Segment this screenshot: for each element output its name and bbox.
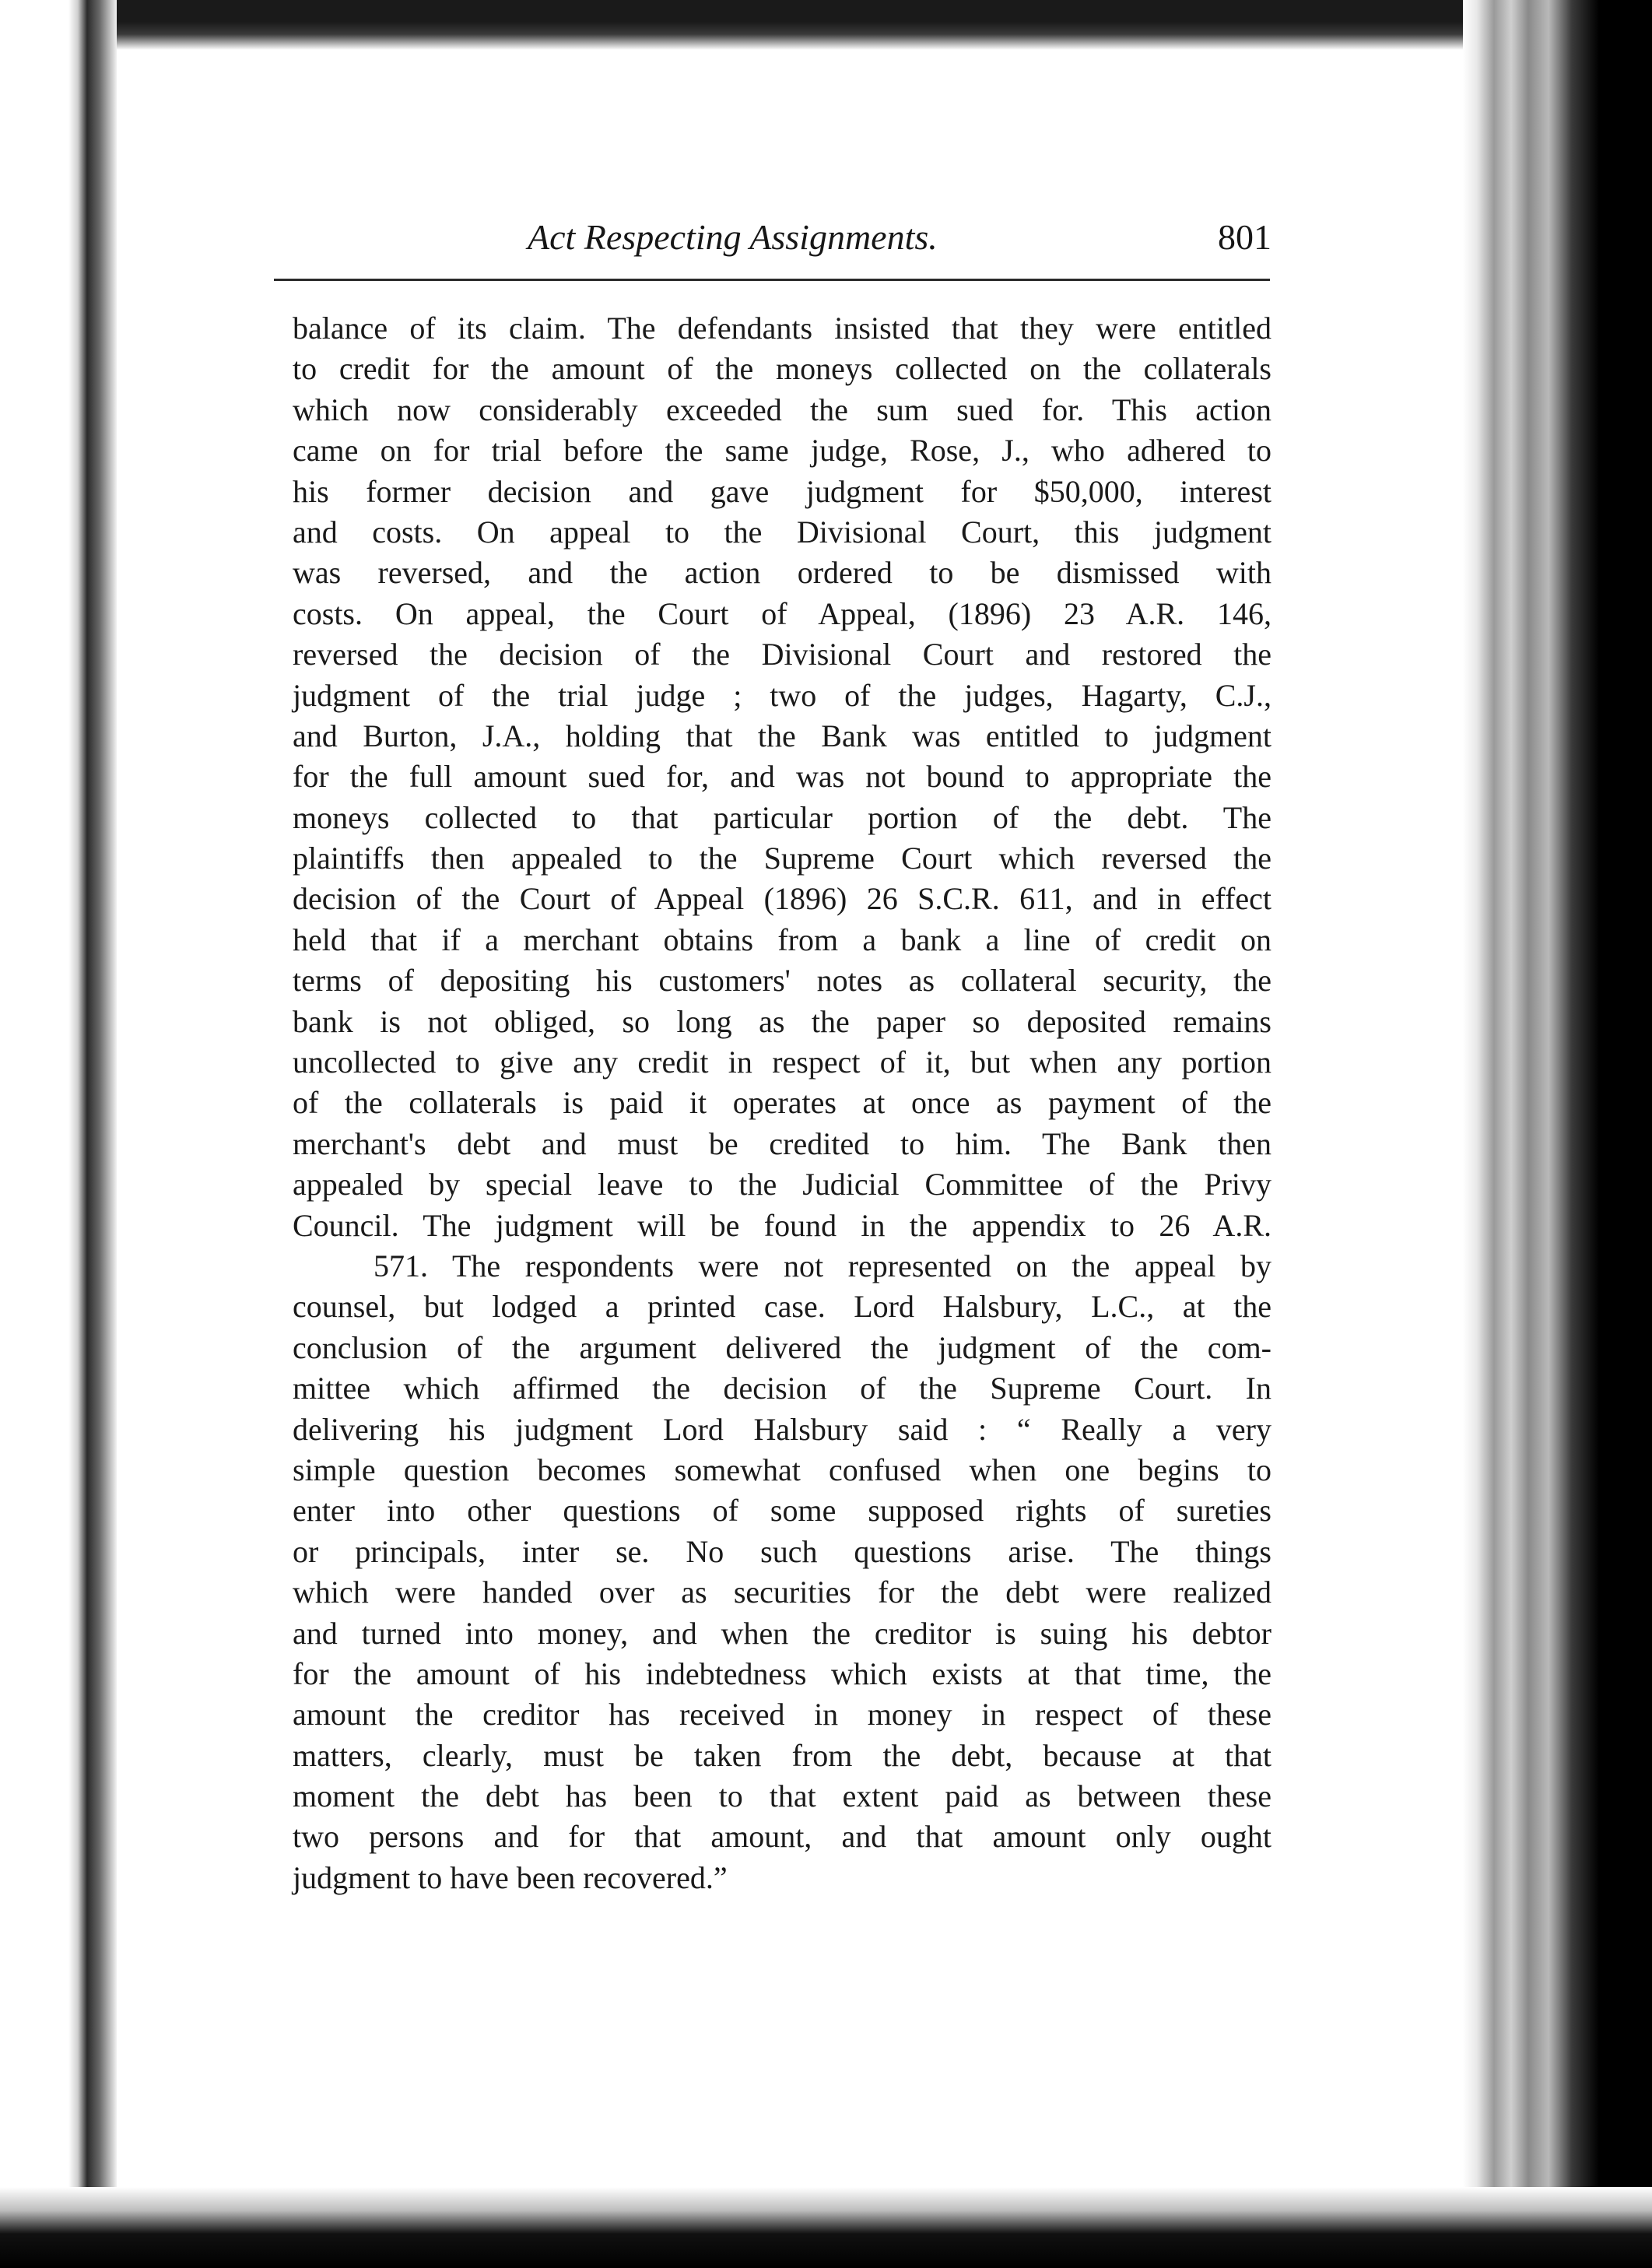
- text-line: conclusion of the argument delivered the judgment of the com-: [293, 1329, 1271, 1365]
- text-line: appealed by special leave to the Judicial Committee of the Privy: [293, 1167, 1271, 1202]
- text-line: or principals, inter se. No such questions arise. The things: [293, 1533, 1271, 1569]
- text-line: simple question becomes somewhat confused when one begins to: [293, 1452, 1271, 1487]
- running-title: Act Respecting Assignments.: [528, 217, 938, 257]
- text-line: plaintiffs then appealed to the Supreme Court which reversed the: [293, 841, 1271, 876]
- text-line: Council. The judgment will be found in the appendix to 26 A.R.: [293, 1207, 1271, 1243]
- header-rule: [274, 279, 1270, 281]
- text-line: two persons and for that amount, and that amount only ought: [293, 1819, 1271, 1855]
- page-number: 801: [1218, 217, 1271, 257]
- text-line: of the collaterals is paid it operates at once as payment of the: [293, 1085, 1271, 1121]
- text-line: and costs. On appeal to the Divisional Court, this judgment: [293, 514, 1271, 549]
- page-header: [293, 216, 1271, 277]
- scan-bottom-edge: [0, 2187, 1652, 2268]
- body-text: [293, 308, 1271, 1898]
- text-line: judgment to have been recovered.”: [293, 1859, 728, 1895]
- text-line: judgment of the trial judge ; two of the judges, Hagarty, C.J.,: [293, 677, 1271, 713]
- text-line: for the amount of his indebtedness which exists at that time, the: [293, 1655, 1271, 1691]
- text-line: was reversed, and the action ordered to be dismissed with: [293, 555, 1271, 591]
- scan-right-shadow: [1463, 0, 1652, 2268]
- text-line: reversed the decision of the Divisional Court and restored the: [293, 637, 1271, 672]
- text-line: held that if a merchant obtains from a bank a line of credit on: [293, 922, 1271, 957]
- text-line: decision of the Court of Appeal (1896) 26 S.C.R. 611, and in effect: [293, 881, 1271, 917]
- text-line: bank is not obliged, so long as the paper so deposited remains: [293, 1003, 1271, 1039]
- text-line: 571. The respondents were not represented on the appeal by: [374, 1248, 1271, 1283]
- text-line: to credit for the amount of the moneys collected on the collaterals: [293, 351, 1271, 387]
- text-line: delivering his judgment Lord Halsbury said : “ Really a very: [293, 1411, 1271, 1447]
- text-line: came on for trial before the same judge, Rose, J., who adhered to: [293, 433, 1271, 469]
- scan-left-edge: [0, 0, 117, 2268]
- text-line: terms of depositing his customers' notes as collateral security, the: [293, 963, 1271, 999]
- text-line: which now considerably exceeded the sum sued for. This action: [293, 391, 1271, 427]
- text-line: moment the debt has been to that extent paid as between these: [293, 1778, 1271, 1814]
- text-line: counsel, but lodged a printed case. Lord Halsbury, L.C., at the: [293, 1289, 1271, 1325]
- text-line: uncollected to give any credit in respect of it, but when any portion: [293, 1044, 1271, 1080]
- text-line: which were handed over as securities for the debt were realized: [293, 1575, 1271, 1610]
- text-line: balance of its claim. The defendants insisted that they were entitled: [293, 311, 1271, 346]
- text-line: his former decision and gave judgment for $50,000, interest: [293, 473, 1271, 509]
- text-line: and Burton, J.A., holding that the Bank was entitled to judgment: [293, 718, 1271, 753]
- text-line: merchant's debt and must be credited to him. The Bank then: [293, 1125, 1271, 1161]
- text-line: matters, clearly, must be taken from the debt, because at that: [293, 1737, 1271, 1773]
- text-line: for the full amount sued for, and was not bound to appropriate the: [293, 759, 1271, 795]
- text-line: moneys collected to that particular portion of the debt. The: [293, 799, 1271, 835]
- text-line: mittee which affirmed the decision of the Supreme Court. In: [293, 1371, 1271, 1406]
- text-line: and turned into money, and when the creditor is suing his debtor: [293, 1615, 1271, 1651]
- text-line: costs. On appeal, the Court of Appeal, (1896) 23 A.R. 146,: [293, 595, 1271, 631]
- text-line: enter into other questions of some supposed rights of sureties: [293, 1493, 1271, 1529]
- scan-top-edge: [0, 0, 1652, 50]
- text-line: amount the creditor has received in money in respect of these: [293, 1697, 1271, 1733]
